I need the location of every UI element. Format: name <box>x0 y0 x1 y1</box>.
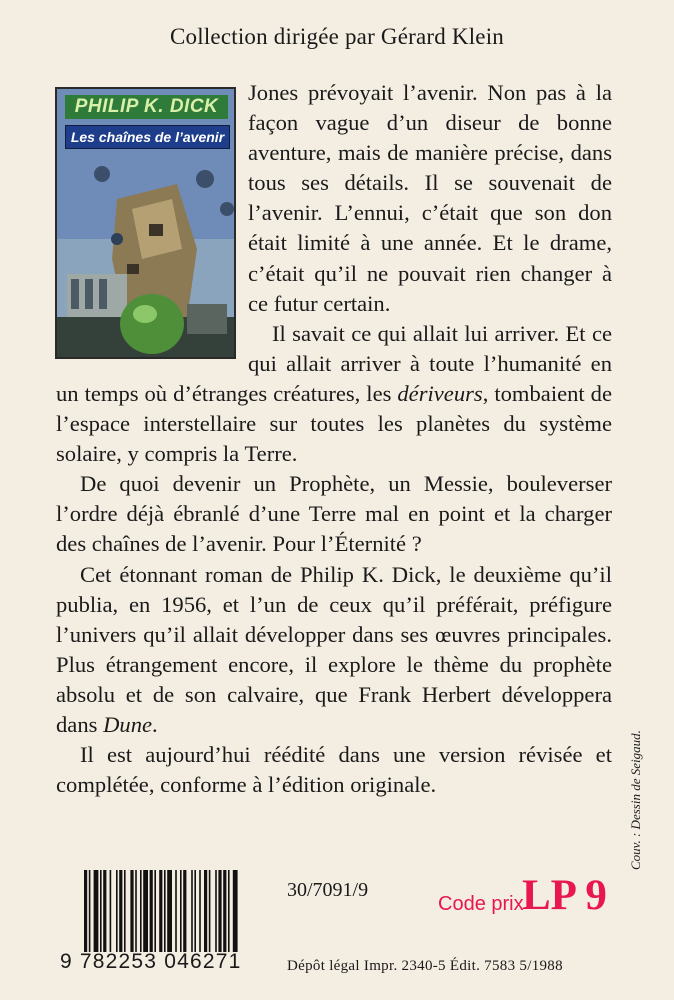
barcode-bar <box>194 870 196 952</box>
deriveurs-term: dériveurs <box>397 380 483 406</box>
barcode-bar <box>135 870 137 952</box>
barcode-bar <box>94 870 99 952</box>
barcode-bar <box>110 870 112 952</box>
paragraph-2-part-2: , tombaient de l’espace interstellaire sur toutes les planètes du système solaire, y compris la Terre. <box>56 380 612 467</box>
cover-author: PHILIP K. DICK <box>65 95 228 119</box>
barcode-bar <box>191 870 193 952</box>
code-prix-label: Code prix <box>438 893 524 915</box>
barcode-bar <box>150 870 153 952</box>
cover-credit: Couv. : Dessin de Seigaud. <box>628 730 643 870</box>
barcode-bar <box>199 870 201 952</box>
barcode-bar <box>167 870 172 952</box>
legal-deposit: Dépôt légal Impr. 2340-5 Édit. 7583 5/1988 <box>287 958 563 974</box>
barcode-bar <box>116 870 118 952</box>
barcode-bar <box>180 870 182 952</box>
paragraph-5: Il est aujourd’hui réédité dans une version révisée et complétée, conforme à l’édition originale. <box>56 742 612 798</box>
barcode-bar <box>143 870 148 952</box>
barcode-bar <box>218 870 221 952</box>
cover-title: Les chaînes de l’avenir <box>65 125 230 149</box>
paragraph-3: De quoi devenir un Prophète, un Messie, bouleverser l’ordre déjà ébranlé d’une Terre mal en point et la charger des chaînes de l’avenir. Pour l’Éternité ? <box>56 471 612 557</box>
barcode-bar <box>89 870 91 952</box>
blurb-text <box>56 78 612 800</box>
price-code: LP 9 <box>522 872 607 919</box>
barcode-bar <box>130 870 133 952</box>
barcode-bar <box>159 870 162 952</box>
barcode-bar <box>100 870 102 952</box>
barcode-bar <box>124 870 126 952</box>
barcode-bar <box>154 870 156 952</box>
barcode-bar <box>140 870 142 952</box>
barcode-digits: 9 782253 046271 <box>60 950 242 973</box>
collection-header: Collection dirigée par Gérard Klein <box>170 24 504 49</box>
paragraph-4 <box>56 560 612 741</box>
barcode-bar <box>84 870 87 952</box>
barcode-bar <box>215 870 217 952</box>
barcode-bar <box>103 870 106 952</box>
barcode-bar <box>119 870 122 952</box>
barcode-bar <box>204 870 207 952</box>
dune-title: Dune <box>103 711 153 737</box>
barcode-bar <box>233 870 238 952</box>
paragraph-1: Jones prévoyait l’avenir. Non pas à la façon vague d’un diseur de bonne aventure, mais de manière précise, dans tous ses détails. Il se souvenait de l’avenir. L’ennui, c’était que son don était limité à une année. Et le drame, c’était qu’il ne pouvait rien changer à ce futur certain. <box>248 80 612 316</box>
paragraph-2-part-1: Il savait ce qui allait lui arriver. Et ce qui allait arriver à toute l’humanité en un temps où d’étranges créatures, les <box>56 320 612 406</box>
barcode-bar <box>183 870 186 952</box>
barcode-bar <box>164 870 166 952</box>
paragraph-4-part-1: Cet étonnant roman de Philip K. Dick, le deuxième qu’il publia, en 1956, et l’un de ceux qu’il préférait, préfigure l’univers qu’il allait développer dans ses œuvres principales. Plus étrangement encore, il explore le thème du prophète absolu et de son calvaire, que Frank Herbert développera dans <box>56 561 612 737</box>
paragraph-4-part-2: . <box>152 711 158 737</box>
isbn-code: 30/7091/9 <box>287 879 369 901</box>
barcode-bar <box>175 870 177 952</box>
barcode-bar <box>228 870 230 952</box>
barcode-bar <box>223 870 226 952</box>
barcode-bar <box>209 870 211 952</box>
barcode <box>60 870 270 980</box>
barcode-bars <box>84 870 266 952</box>
